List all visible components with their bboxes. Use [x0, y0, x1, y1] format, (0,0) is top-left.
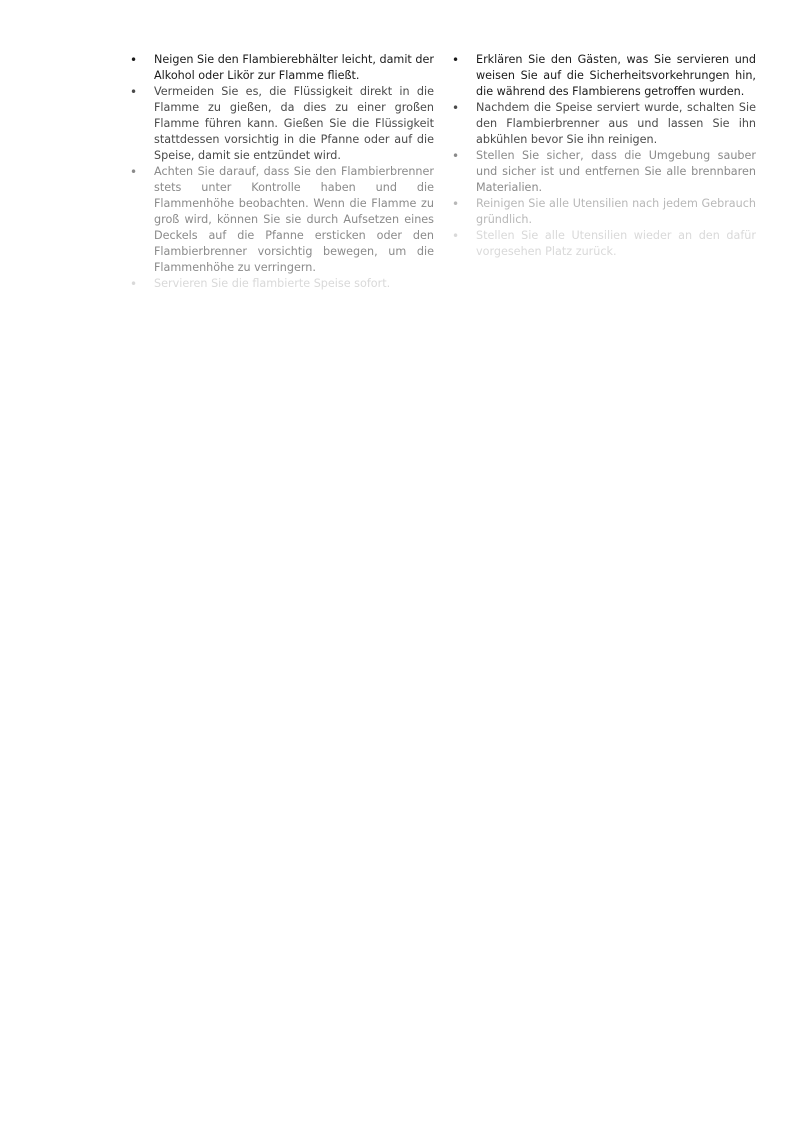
right-column — [452, 52, 756, 284]
left-bullet-list — [130, 52, 434, 292]
bullet-icon: • — [130, 277, 138, 291]
list-item-text: Stellen Sie alle Utensilien wieder an den dafür vorgesehen Platz zurück. — [476, 229, 756, 258]
list-item-text: Vermeiden Sie es, die Flüssigkeit direkt in die Flamme zu gießen, da dies zu einer großen Flamme führen kann. Gießen Sie die Flüssigkeit stattdessen vorsichtig in die Pfanne oder auf die Speise, damit sie entzündet wird. — [154, 85, 434, 162]
list-item-text: Reinigen Sie alle Utensilien nach jedem Gebrauch gründlich. — [476, 197, 756, 226]
bullet-icon: • — [452, 197, 460, 211]
bullet-icon: • — [130, 85, 138, 99]
bullet-icon: • — [452, 229, 460, 243]
list-item-text: Nachdem die Speise serviert wurde, schalten Sie den Flambierbrenner aus und lassen Sie ihn abkühlen bevor Sie ihn reinigen. — [476, 101, 756, 146]
list-item — [452, 148, 756, 196]
list-item — [452, 100, 756, 148]
list-item-text: Stellen Sie sicher, dass die Umgebung sauber und sicher ist und entfernen Sie alle brennbaren Materialien. — [476, 149, 756, 194]
list-item — [452, 196, 756, 228]
bullet-icon: • — [130, 53, 138, 67]
list-item-text: Achten Sie darauf, dass Sie den Flambierbrenner stets unter Kontrolle haben und die Flammenhöhe beobachten. Wenn die Flamme zu groß wird, können Sie sie durch Aufsetzen eines Deckels auf die Pfanne ersticken oder den Flambierbrenner vorsichtig bewegen, um die Flammenhöhe zu verringern. — [154, 165, 434, 274]
list-item — [452, 228, 756, 260]
bullet-icon: • — [130, 165, 138, 179]
bullet-icon: • — [452, 101, 460, 115]
list-item-text: Servieren Sie die flambierte Speise sofort. — [154, 277, 391, 290]
list-item — [452, 52, 756, 100]
list-item — [130, 52, 434, 84]
bullet-icon: • — [452, 53, 460, 67]
left-column — [130, 52, 434, 291]
bullet-icon: • — [452, 149, 460, 163]
list-item-text: Erklären Sie den Gästen, was Sie servieren und weisen Sie auf die Sicherheitsvorkehrungen hin, die während des Flambierens getroffen wurden. — [476, 53, 756, 98]
list-item — [130, 276, 434, 292]
list-item — [130, 84, 434, 164]
right-bullet-list — [452, 52, 756, 260]
list-item-text: Neigen Sie den Flambierebhälter leicht, damit der Alkohol oder Likör zur Flamme fließt. — [154, 53, 434, 82]
list-item — [130, 164, 434, 276]
